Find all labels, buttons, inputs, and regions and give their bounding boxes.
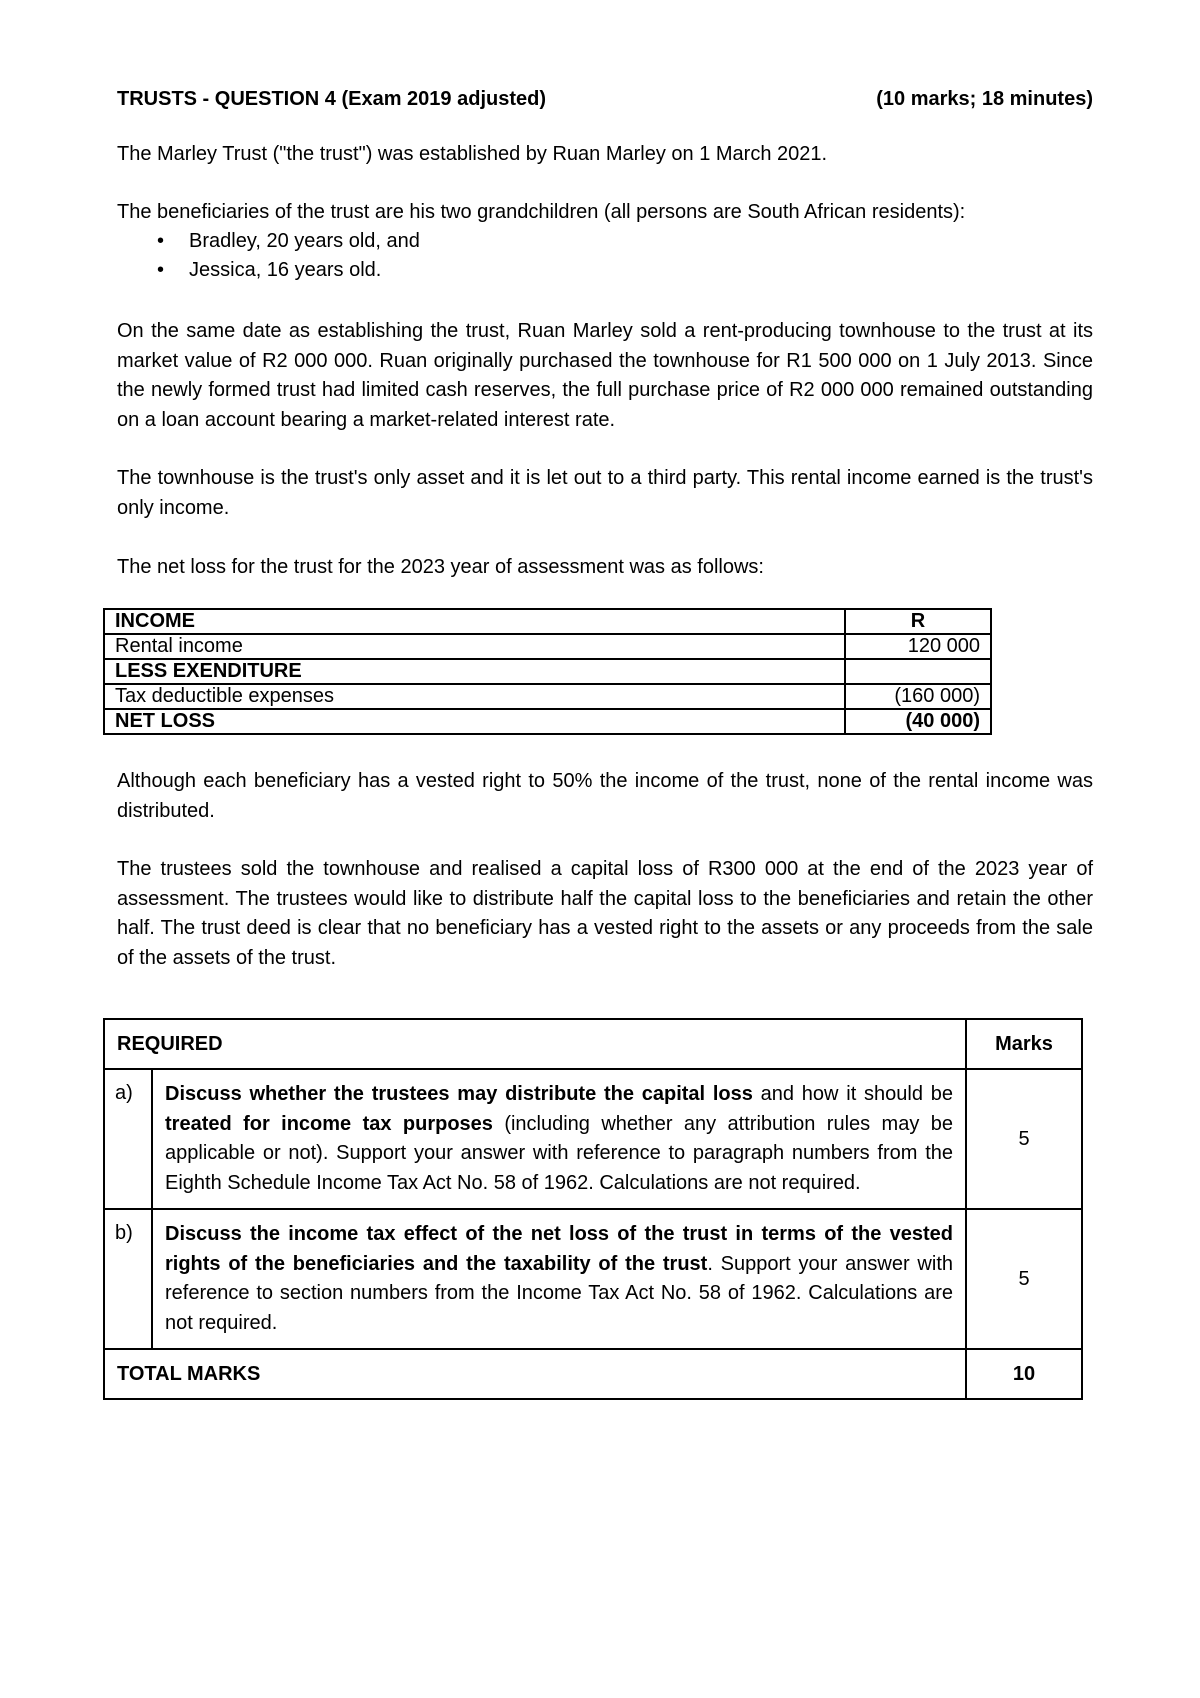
list-item: • Jessica, 16 years old.: [157, 256, 420, 285]
paragraph-vested-right: Although each beneficiary has a vested right to 50% the income of the trust, none of the rental income was distributed.: [117, 770, 1093, 822]
empty-cell: [845, 659, 991, 684]
question-letter-a: a): [104, 1069, 152, 1209]
question-b-bold-1: Discuss the income tax effect of the net loss of the trust in terms of the vested rights of the beneficiaries and the taxability of the trust: [165, 1223, 953, 1275]
net-loss-label: NET LOSS: [104, 709, 845, 734]
income-label: INCOME: [104, 609, 845, 634]
table-row: [104, 1349, 1082, 1399]
required-header: REQUIRED: [104, 1019, 966, 1069]
expenses-value: (160 000): [845, 684, 991, 709]
currency-header: R: [845, 609, 991, 634]
less-label: LESS EXENDITURE: [104, 659, 845, 684]
required-table: [103, 1018, 1083, 1400]
list-item: • Bradley, 20 years old, and: [157, 227, 420, 256]
table-row: [104, 1069, 1082, 1209]
rental-value: 120 000: [845, 634, 991, 659]
beneficiary-list: [157, 227, 420, 285]
table-row: [104, 634, 991, 659]
table-row: [104, 659, 991, 684]
rental-label: Rental income: [104, 634, 845, 659]
marks-header: Marks: [966, 1019, 1082, 1069]
question-a-text-1: and how it should be: [752, 1083, 953, 1105]
total-marks-label: TOTAL MARKS: [104, 1349, 966, 1399]
question-letter-b: b): [104, 1209, 152, 1349]
question-a-text: [152, 1069, 966, 1209]
table-row: [104, 1019, 1082, 1069]
paragraph-income: The townhouse is the trust's only asset and it is let out to a third party. This rental income earned is the trust's only income.: [117, 467, 1093, 519]
table-row: [104, 1209, 1082, 1349]
question-a-bold-2: treated for income tax purposes: [165, 1112, 493, 1135]
paragraph-beneficiaries: The beneficiaries of the trust are his two grandchildren (all persons are South African residents):: [117, 201, 966, 223]
question-a-bold-1: Discuss whether the trustees may distribute the capital loss: [165, 1083, 753, 1105]
question-b-text-1: . Support your answer with reference to section numbers from the Income Tax Act No. 58 of 1962. Calculations are not required.: [165, 1252, 953, 1334]
paragraph-net-loss-intro: The net loss for the trust for the 2023 year of assessment was as follows:: [117, 556, 764, 578]
table-row: [104, 609, 991, 634]
paragraph-establishment: The Marley Trust ("the trust") was established by Ruan Marley on 1 March 2021.: [117, 143, 828, 165]
table-row: [104, 709, 991, 734]
table-row: [104, 684, 991, 709]
question-title: TRUSTS - QUESTION 4 (Exam 2019 adjusted): [117, 88, 546, 110]
expenses-label: Tax deductible expenses: [104, 684, 845, 709]
question-header: [117, 88, 1093, 111]
paragraph-capital-loss: The trustees sold the townhouse and realised a capital loss of R300 000 at the end of the 2023 year of assessment. The trustees would like to distribute half the capital loss to the beneficiaries and retain the other half. The trust deed is clear that no beneficiary has a vested right to the assets or any proceeds from the sale of the assets of the trust.: [117, 858, 1093, 969]
net-loss-table: [103, 608, 992, 735]
question-a-text-2: (including whether any attribution rules may be applicable or not). Support your answer with reference to paragraph numbers from the Eighth Schedule Income Tax Act No. 58 of 1962. Calculations are not required.: [165, 1112, 953, 1194]
marks-time: (10 marks; 18 minutes): [876, 88, 1093, 110]
question-b-marks: 5: [966, 1209, 1082, 1349]
question-b-text: [152, 1209, 966, 1349]
net-loss-value: (40 000): [845, 709, 991, 734]
total-marks-value: 10: [966, 1349, 1082, 1399]
paragraph-sale: On the same date as establishing the trust, Ruan Marley sold a rent-producing townhouse to the trust at its market value of R2 000 000. Ruan originally purchased the townhouse for R1 500 000 on 1 July 2013. Since the newly formed trust had limited cash reserves, the full purchase price of R2 000 000 remained outstanding on a loan account bearing a market-related interest rate.: [117, 320, 1093, 431]
question-a-marks: 5: [966, 1069, 1082, 1209]
